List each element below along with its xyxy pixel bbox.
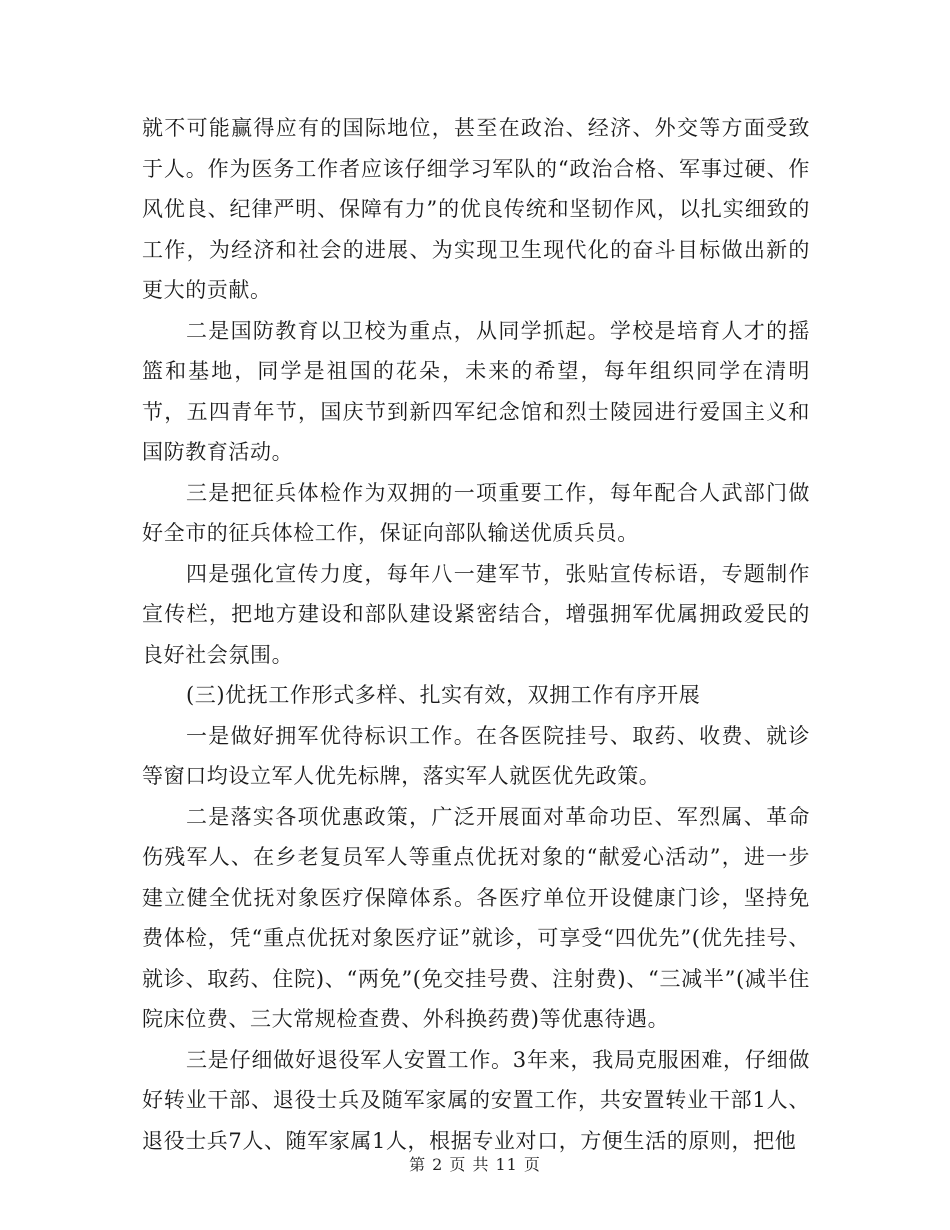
footer-page-number: 2 [432,1155,444,1174]
footer-middle: 页 共 [449,1155,490,1174]
footer-prefix: 第 [409,1155,427,1174]
section-heading: (三)优抚工作形式多样、扎实有效，双拥工作有序开展 [186,683,701,707]
paragraph-veteran-placement: 三是仔细做好退役军人安置工作。3年来，我局克服困难，仔细做好转业干部、退役士兵及随军家属的安置工作，共安置转业干部1人、退役士兵7人、随军家属1人，根据专业对口，方便生活的原则，把他 [142,1047,810,1153]
paragraph-publicity: 四是强化宣传力度，每年八一建军节，张贴宣传标语，专题制作宣传栏，把地方建设和部队建设紧密结合，增强拥军优属拥政爱民的良好社会氛围。 [142,561,810,667]
paragraph-continuation: 就不可能赢得应有的国际地位，甚至在政治、经济、外交等方面受致于人。作为医务工作者应该仔细学习军队的“政治合格、军事过硬、作风优良、纪律严明、保障有力”的优良传统和坚韧作风，以扎实细致的工作，为经济和社会的进展、为实现卫生现代化的奋斗目标做出新的更大的贡献。 [142,116,810,302]
page-footer [0,1152,950,1175]
paragraph-conscription-exam: 三是把征兵体检作为双拥的一项重要工作，每年配合人武部门做好全市的征兵体检工作，保证向部队输送优质兵员。 [142,480,810,545]
paragraph-national-defense-education: 二是国防教育以卫校为重点，从同学抓起。学校是培育人才的摇篮和基地，同学是祖国的花朵，未来的希望，每年组织同学在清明节，五四青年节，国庆节到新四军纪念馆和烈士陵园进行爱国主义和国防教育活动。 [142,318,810,464]
footer-suffix: 页 [523,1155,541,1174]
footer-total-pages: 11 [495,1155,518,1174]
paragraph-preferential-policies: 二是落实各项优惠政策，广泛开展面对革命功臣、军烈属、革命伤残军人、在乡老复员军人等重点优抚对象的“献爱心活动”，进一步建立健全优抚对象医疗保障体系。各医疗单位开设健康门诊，坚持免费体检，凭“重点优抚对象医疗证”就诊，可享受“四优先”(优先挂号、就诊、取药、住院)、“两免”(免交挂号费、注射费)、“三减半”(减半住院床位费、三大常规检查费、外科换药费)等优惠待遇。 [142,804,810,1031]
paragraph-priority-signage: 一是做好拥军优待标识工作。在各医院挂号、取药、收费、就诊等窗口均设立军人优先标牌，落实军人就医优先政策。 [142,723,810,788]
document-body [142,108,810,1161]
